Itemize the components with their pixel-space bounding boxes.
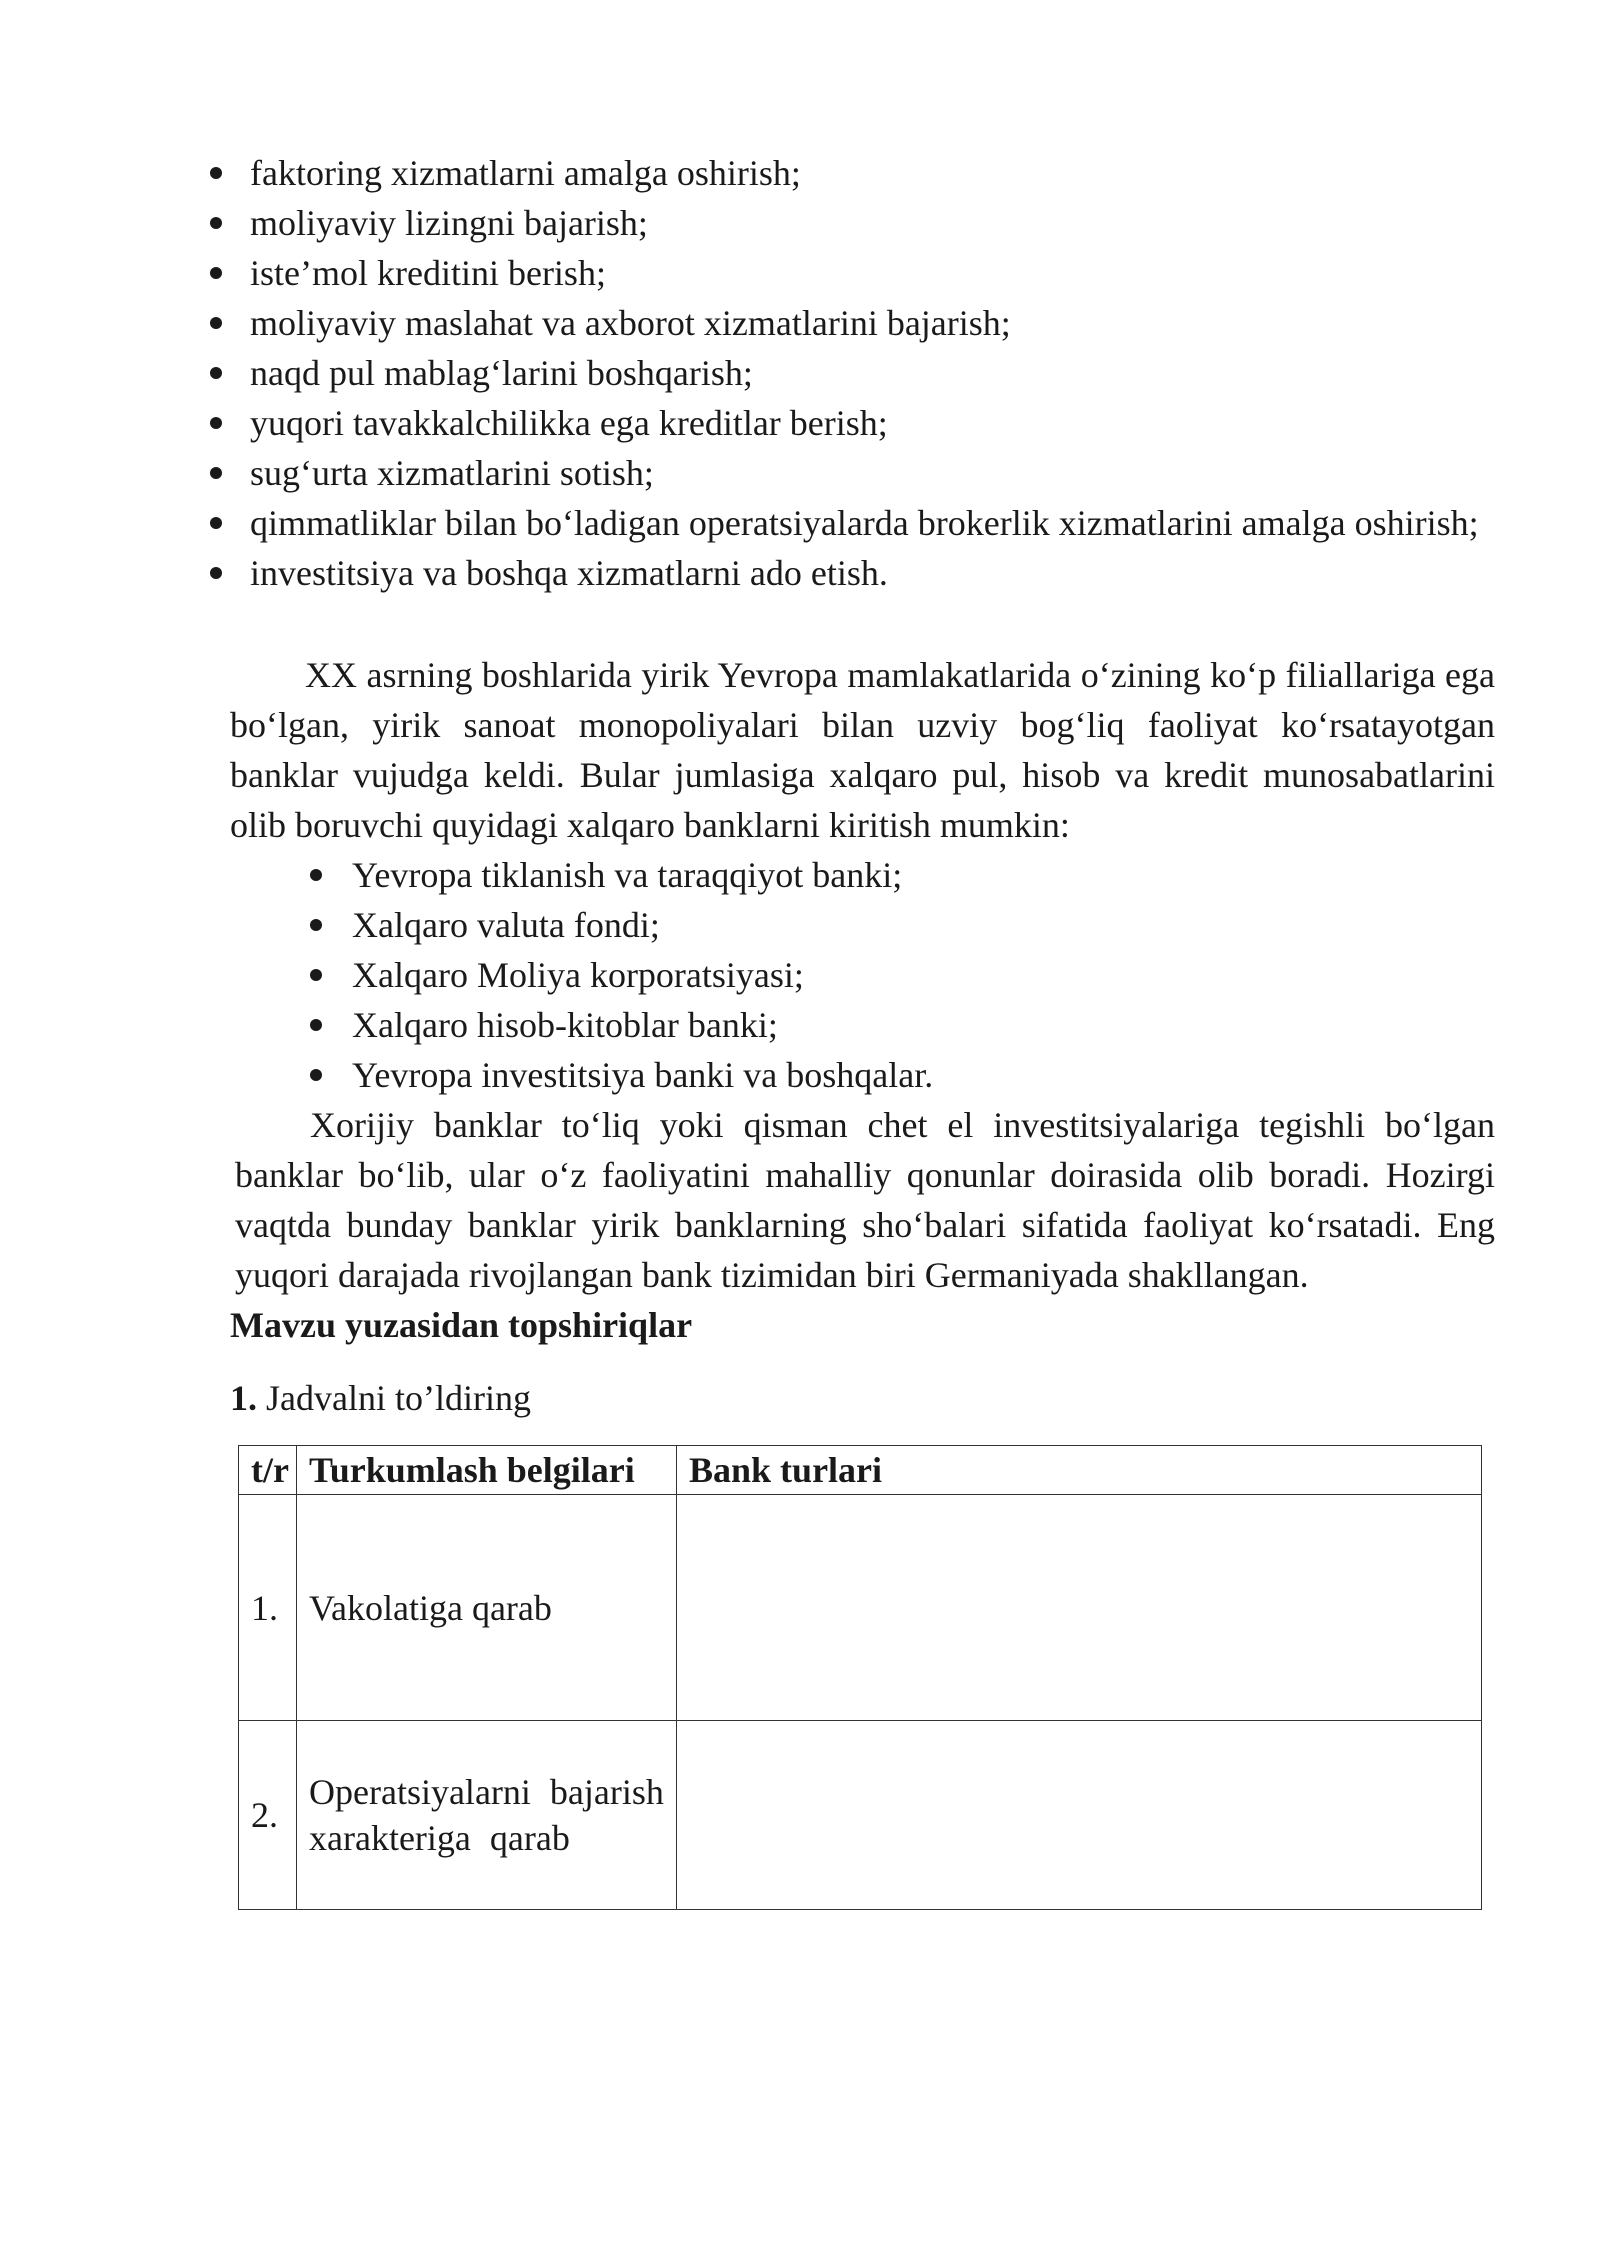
list-item: Xalqaro hisob-kitoblar banki; — [305, 1000, 1495, 1050]
list-item: investitsiya va boshqa xizmatlarni ado etish. — [205, 548, 1495, 598]
paragraph-european-banks: XX asrning boshlarida yirik Yevropa mamlakatlarida o‘zining ko‘p filiallariga ega bo‘lgan, yirik sanoat monopoliyalari bilan uzviy bog‘liq faoliyat ko‘rsatayotgan banklar vujudga keldi. Bular jumlasiga xalqaro pul, hisob va kredit munosabatlarini olib boruvchi quyidagi xalqaro banklarni kiritish mumkin: — [230, 655, 1495, 845]
list-item: qimmatliklar bilan bo‘ladigan operatsiyalarda brokerlik xizmatlarini amalga oshirish; — [205, 498, 1495, 548]
classification-table — [238, 1445, 1482, 1910]
section-heading: Mavzu yuzasidan topshiriqlar — [230, 1305, 693, 1345]
bank-types-cell[interactable] — [677, 1495, 1482, 1721]
table-row — [239, 1721, 1482, 1910]
list-item: Xalqaro Moliya korporatsiyasi; — [305, 950, 1495, 1000]
list-item: Yevropa investitsiya banki va boshqalar. — [305, 1050, 1495, 1100]
list-item: moliyaviy maslahat va axborot xizmatlarini bajarish; — [205, 298, 1495, 348]
table-header-row — [239, 1446, 1482, 1495]
paragraph-foreign-banks: Xorijiy banklar to‘liq yoki qisman chet el investitsiyalariga tegishli bo‘lgan banklar bo‘lib, ular o‘z faoliyatini mahalliy qonunlar doirasida olib boradi. Hozirgi vaqtda bunday banklar yirik banklarning sho‘balari sifatida faoliyat ko‘rsatadi. Eng yuqori darajada rivojlangan bank tizimidan biri Germaniyada shakllangan. — [235, 1105, 1495, 1295]
list-item: iste’mol kreditini berish; — [205, 248, 1495, 298]
task-instruction — [230, 1373, 531, 1423]
row-number-cell: 2. — [239, 1721, 297, 1910]
bank-types-cell[interactable] — [677, 1721, 1482, 1910]
task-text: Jadvalni to’ldiring — [257, 1378, 531, 1418]
task-number: 1. — [230, 1378, 257, 1418]
list-item: yuqori tavakkalchilikka ega kreditlar berish; — [205, 398, 1495, 448]
table-row — [239, 1495, 1482, 1721]
international-banks-list — [305, 850, 1495, 1100]
list-item: sug‘urta xizmatlarini sotish; — [205, 448, 1495, 498]
list-item: Yevropa tiklanish va taraqqiyot banki; — [305, 850, 1495, 900]
services-bullet-list — [205, 148, 1495, 598]
row-number-cell: 1. — [239, 1495, 297, 1721]
list-item: moliyaviy lizingni bajarish; — [205, 198, 1495, 248]
list-item: naqd pul mablag‘larini boshqarish; — [205, 348, 1495, 398]
header-cell-criteria: Turkumlash belgilari — [297, 1446, 677, 1495]
list-item: Xalqaro valuta fondi; — [305, 900, 1495, 950]
header-cell-bank-types: Bank turlari — [677, 1446, 1482, 1495]
list-item: faktoring xizmatlarni amalga oshirish; — [205, 148, 1495, 198]
header-cell-number: t/r — [239, 1446, 297, 1495]
criterion-cell: Operatsiyalarni bajarish xarakteriga qarab — [297, 1721, 677, 1910]
criterion-cell: Vakolatiga qarab — [297, 1495, 677, 1721]
